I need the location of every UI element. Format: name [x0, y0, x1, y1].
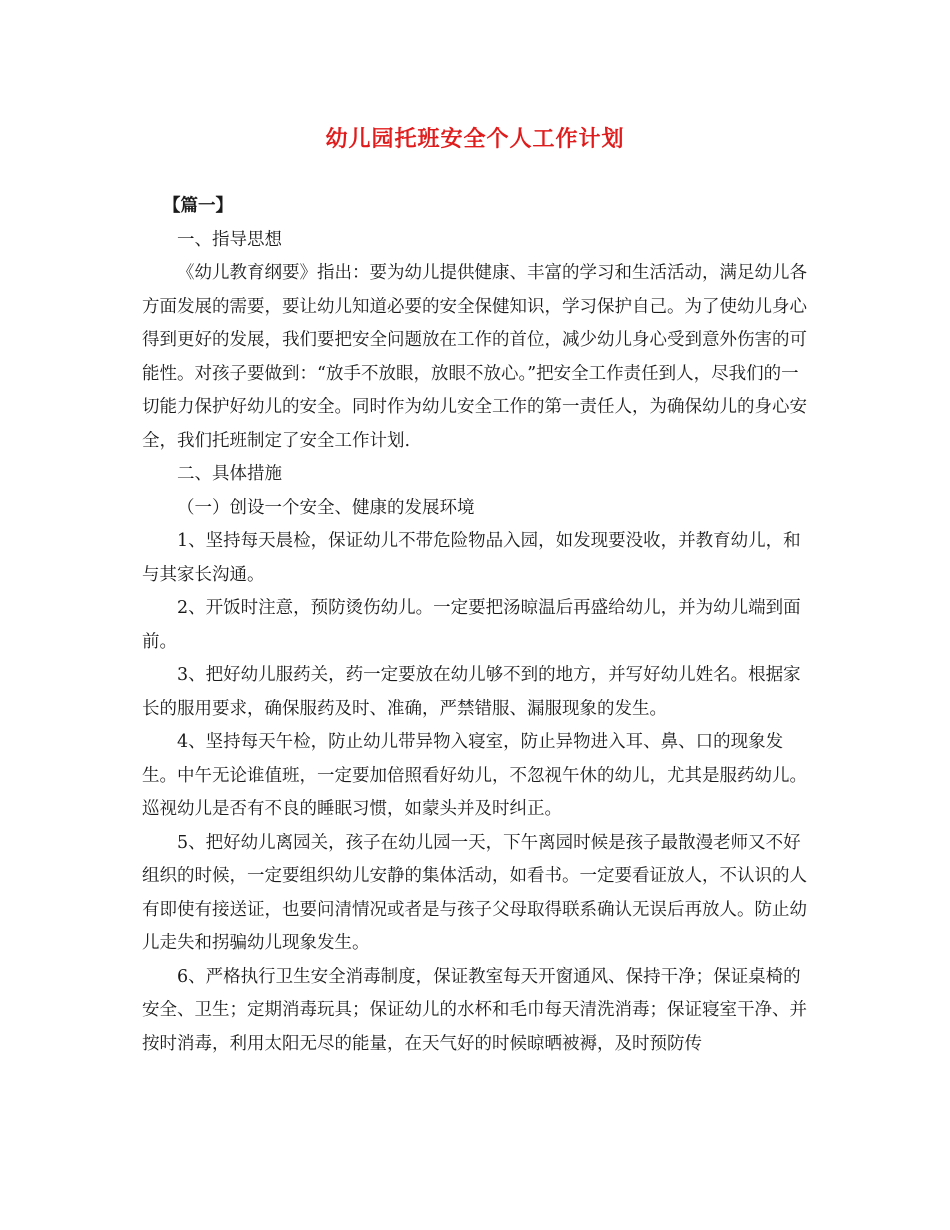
- heading-specific-measures: 二、具体措施: [177, 464, 282, 484]
- list-item-6: 6、严格执行卫生安全消毒制度，保证教室每天开窗通风、保持干净；保证桌椅的安全、卫生；定期消毒玩具；保证幼儿的水杯和毛巾每天清洗消毒；保证寝室干净、并按时消毒，利用太阳无尽的能量，在天气好的时候晾晒被褥，及时预防传: [142, 966, 807, 1054]
- paragraph-guiding-ideology: 《幼儿教育纲要》指出：要为幼儿提供健康、丰富的学习和生活活动，满足幼儿各方面发展的需要，要让幼儿知道必要的安全保健知识，学习保护自己。为了使幼儿身心得到更好的发展，我们要把安全问题放在工作的首位，减少幼儿身心受到意外伤害的可能性。对孩子要做到：“放手不放眼，放眼不放心。”把安全工作责任到人，尽我们的一切能力保护好幼儿的安全。同时作为幼儿安全工作的第一责任人，为确保幼儿的身心安全，我们托班制定了安全工作计划.: [142, 263, 807, 451]
- subheading-environment: （一）创设一个安全、健康的发展环境: [177, 497, 475, 518]
- section-tag: 【篇一】: [163, 196, 233, 216]
- list-item-5: 5、把好幼儿离园关，孩子在幼儿园一天，下午离园时候是孩子最散漫老师又不好组织的时候，一定要组织幼儿安静的集体活动，如看书。一定要看证放人，不认识的人有即使有接送证，也要问清情况或者是与孩子父母取得联系确认无误后再放人。防止幼儿走失和拐骗幼儿现象发生。: [142, 832, 807, 953]
- document-title: 幼儿园托班安全个人工作计划: [325, 126, 625, 152]
- document-body: [142, 190, 810, 1061]
- list-item-2: 2、开饭时注意，预防烫伤幼儿。一定要把汤晾温后再盛给幼儿，并为幼儿端到面前。: [142, 598, 801, 652]
- heading-guiding-ideology: 一、指导思想: [177, 229, 282, 250]
- list-item-3: 3、把好幼儿服药关，药一定要放在幼儿够不到的地方，并写好幼儿姓名。根据家长的服用要求，确保服药及时、准确，严禁错服、漏服现象的发生。: [142, 665, 801, 719]
- list-item-4: 4、坚持每天午检，防止幼儿带异物入寝室，防止异物进入耳、鼻、口的现象发生。中午无论谁值班，一定要加倍照看好幼儿，不忽视午休的幼儿，尤其是服药幼儿。巡视幼儿是否有不良的睡眠习惯，如蒙头并及时纠正。: [142, 732, 807, 819]
- list-item-1: 1、坚持每天晨检，保证幼儿不带危险物品入园，如发现要没收，并教育幼儿，和与其家长沟通。: [142, 531, 801, 585]
